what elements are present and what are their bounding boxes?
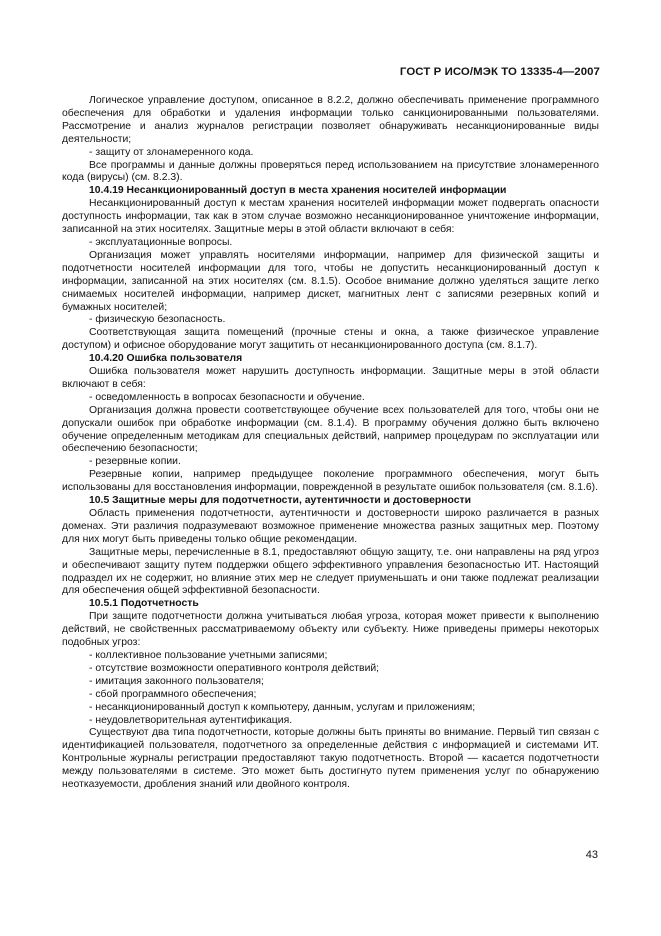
document-header: ГОСТ Р ИСО/МЭК ТО 13335-4—2007 [399, 66, 600, 78]
list-item: - коллективное пользование учетными записями; [89, 649, 328, 661]
paragraph: Ошибка пользователя может нарушить доступность информации. Защитные меры в этой области включают в себя: [62, 366, 599, 390]
list-item: - имитация законного пользователя; [89, 675, 264, 687]
document-body [62, 95, 599, 792]
list-item: - осведомленность в вопросах безопасности и обучение. [89, 391, 365, 403]
paragraph: Область применения подотчетности, аутентичности и достоверности широко различается в разных доменах. Эти различия подразумевают возможное применение множества разных защитных мер. Поэтому для них могут быть приведены только общие рекомендации. [62, 508, 599, 545]
section-heading: 10.4.19 Несанкционированный доступ в места хранения носителей информации [89, 185, 507, 197]
paragraph: Несанкционированный доступ к местам хранения носителей информации может подвергать опасности доступность информации, так как в этом случае возможно несанкционированное уничтожение информации, записанной на этих носителях. Защитные меры в этой области включают в себя: [62, 198, 599, 236]
list-item: - защиту от злонамеренного кода. [89, 146, 254, 158]
list-item: - эксплуатационные вопросы. [89, 236, 233, 248]
paragraph: При защите подотчетности должна учитываться любая угроза, которая может привести к выполнению действий, не свойственных рассматриваемому объекту или субъекту. Ниже приведены примеры некоторых подобных угроз: [62, 611, 599, 649]
paragraph: Защитные меры, перечисленные в 8.1, предоставляют общую защиту, т.е. они направлены на ряд угроз и обеспечивают защиту путем поддержки общего эффективного управления безопасностью ИТ. Настоящий подраздел их не содержит, но влияние этих мер не следует приуменьшать и они также подлежат реализации для обеспечения общей эффективной безопасности. [62, 546, 599, 597]
paragraph: Все программы и данные должны проверяться перед использованием на присутствие злонамеренного кода (вирусы) (см. 8.2.3). [62, 159, 599, 184]
paragraph: Логическое управление доступом, описанное в 8.2.2, должно обеспечивать применение программного обеспечения для обработки и удаления информации только санкционированными пользователями. Рассмотрение и анализ журналов регистрации позволяет обнаруживать несанкционированные виды деятельности; [62, 95, 599, 145]
paragraph: Организация должна провести соответствующее обучение всех пользователей для того, чтобы они не допускали ошибок при обработке информации (см. 8.1.4). В программу обучения должно быть включено обучение определенным методикам для специальных действий, например процедурам по эксплуатации или обеспечению безопасности; [62, 404, 599, 455]
section-heading: 10.5.1 Подотчетность [89, 598, 199, 610]
page-number: 43 [585, 849, 598, 861]
paragraph: Организация может управлять носителями информации, например для физической защиты и подотчетности носителей информации для того, чтобы не допустить несанкционированный доступ к информации, записанной на этих носителях (см. 8.1.5). Особое внимание должно уделяться защите легко снимаемых носителей информации, например дискет, магнитных лент с записями резервных копий и бумажных носителей; [62, 249, 599, 313]
list-item: - отсутствие возможности оперативного контроля действий; [89, 662, 380, 674]
section-heading: 10.5 Защитные меры для подотчетности, аутентичности и достоверности [89, 495, 471, 507]
section-heading: 10.4.20 Ошибка пользователя [89, 353, 243, 365]
list-item: - физическую безопасность. [89, 314, 226, 326]
paragraph: Существуют два типа подотчетности, которые должны быть приняты во внимание. Первый тип связан с идентификацией пользователя, подотчетного за определенные действия с информацией и системами ИТ. Контрольные журналы регистрации предоставляют такую подотчетность. Второй — касается подотчетности между пользователями в системе. Это может быть достигнуто путем применения услуг по обнаружению неотказуемости, дробления знаний или двойного контроля. [62, 727, 599, 791]
list-item: - резервные копии. [89, 456, 181, 468]
paragraph: Резервные копии, например предыдущее поколение программного обеспечения, могут быть использованы для восстановления информации, поврежденной в результате ошибок пользователя (см. 8.1.6). [62, 469, 599, 494]
list-item: - неудовлетворительная аутентификация. [89, 714, 293, 726]
list-item: - несанкционированный доступ к компьютеру, данным, услугам и приложениям; [89, 701, 476, 713]
paragraph: Соответствующая защита помещений (прочные стены и окна, а также физическое управление доступом) и офисное оборудование могут защитить от несанкционированного доступа (см. 8.1.7). [62, 327, 599, 352]
list-item: - сбой программного обеспечения; [89, 688, 257, 700]
